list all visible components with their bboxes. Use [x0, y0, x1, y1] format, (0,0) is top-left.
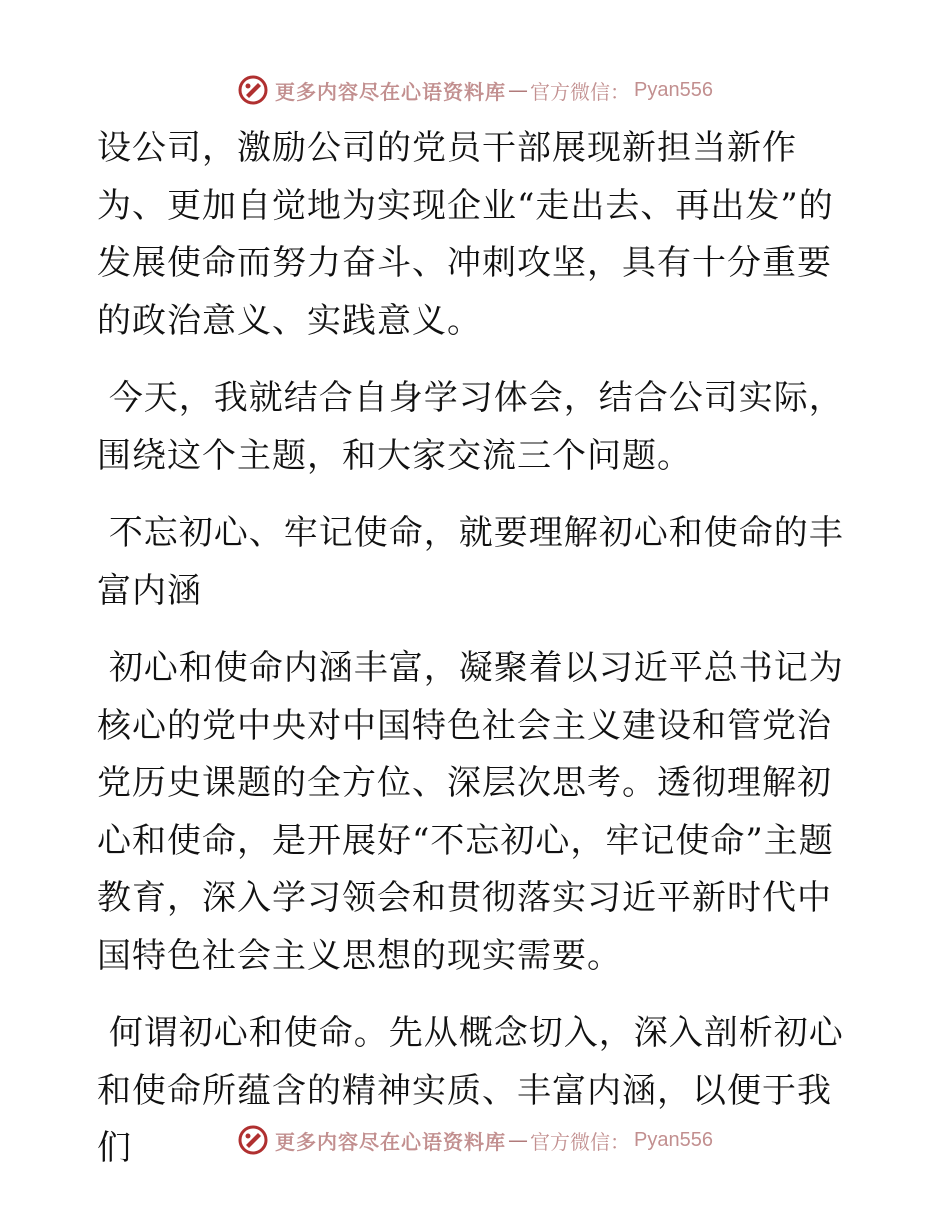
header-banner: [0, 70, 950, 110]
library-logo-icon: [237, 1124, 269, 1156]
header-site-text: 更多内容尽在心语资料库: [275, 79, 507, 104]
paragraph-2: 今天，我就结合自身学习体会，结合公司实际，围绕这个主题，和大家交流三个问题。: [97, 378, 844, 476]
header-official-label: 官方微信：: [530, 79, 631, 104]
paragraph-1: 设公司，激励公司的党员干部展现新担当新作为、更加自觉地为实现企业“走出去、再出发”的发展使命而努力奋斗、冲刺攻坚，具有十分重要的政治意义、实践意义。: [97, 128, 834, 341]
header-account-id: Pyan556: [634, 78, 713, 101]
document-body: [97, 120, 853, 1198]
library-logo-icon: [237, 74, 269, 106]
footer-banner: [0, 1120, 950, 1160]
header-dash: —: [508, 78, 529, 102]
footer-official-label: 官方微信：: [530, 1129, 631, 1154]
footer-account-id: Pyan556: [634, 1128, 713, 1151]
footer-dash: —: [508, 1128, 529, 1152]
footer-site-text: 更多内容尽在心语资料库: [275, 1129, 507, 1154]
paragraph-4: 何谓初心和使命。先从概念切入，深入剖析初心和使命所蕴含的精神实质、丰富内涵，以便于我们: [97, 1013, 844, 1168]
section-heading: 不忘初心、牢记使命，就要理解初心和使命的丰富内涵: [97, 513, 844, 611]
paragraph-3: 初心和使命内涵丰富，凝聚着以习近平总书记为核心的党中央对中国特色社会主义建设和管党治党历史课题的全方位、深层次思考。透彻理解初心和使命，是开展好“不忘初心，牢记使命”主题教育，深入学习领会和贯彻落实习近平新时代中国特色社会主义思想的现实需要。: [97, 648, 844, 976]
